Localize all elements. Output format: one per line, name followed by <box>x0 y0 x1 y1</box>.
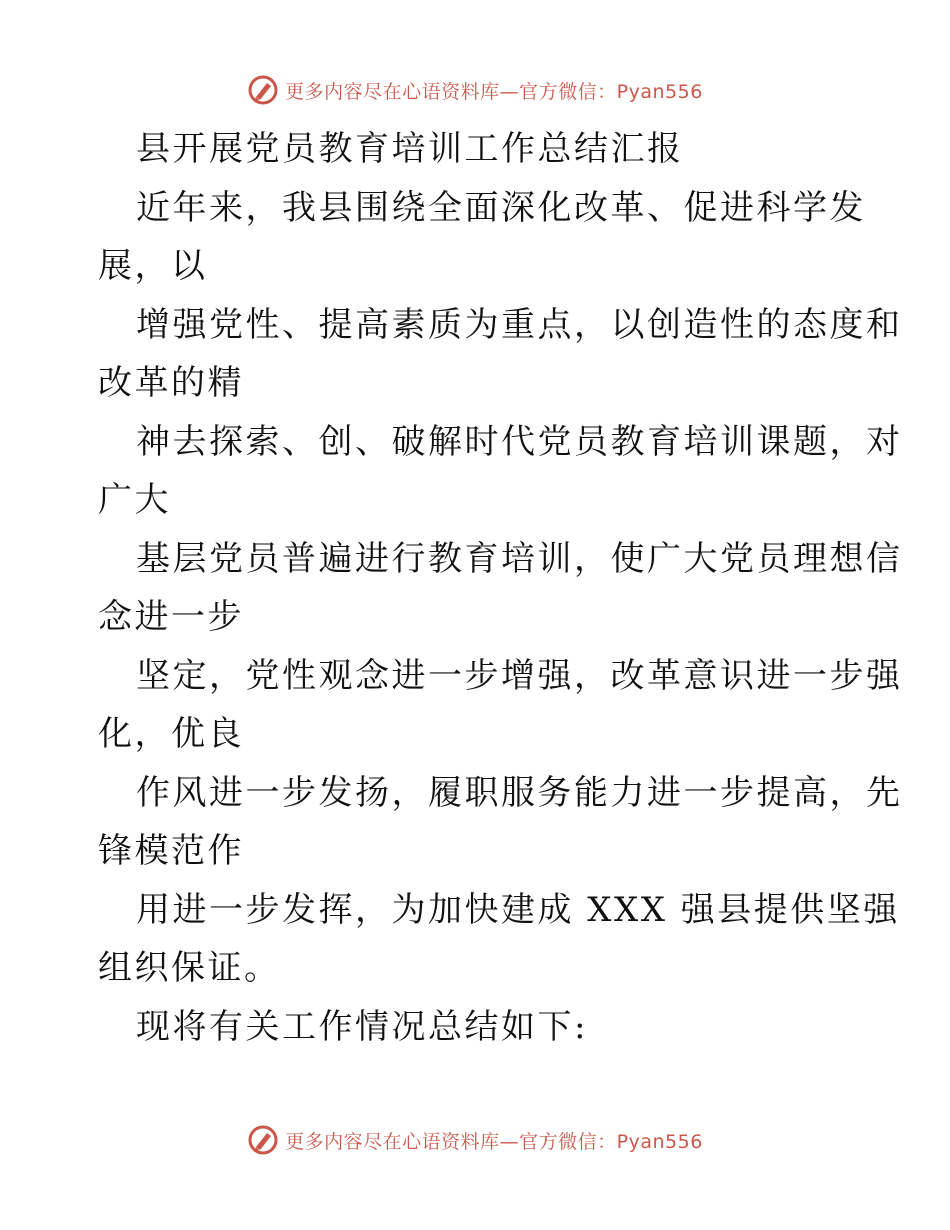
paragraph-line: 近年来，我县围绕全面深化改革、促进科学发 <box>136 187 866 228</box>
paragraph-line: 化，优良 <box>98 714 244 754</box>
paragraph-line: 展，以 <box>98 246 208 286</box>
paragraph-line: 神去探索、创、破解时代党员教育培训课题，对 <box>136 421 903 462</box>
paragraph-line: 广大 <box>98 480 171 520</box>
document-title: 县开展党员教育培训工作总结汇报 <box>136 129 684 169</box>
header-watermark <box>0 72 950 108</box>
paragraph-line: 组织保证。 <box>98 948 281 988</box>
document-body <box>98 120 903 1056</box>
pen-logo-icon <box>247 74 279 106</box>
paragraph-line: 现将有关工作情况总结如下: <box>136 1006 588 1047</box>
watermark-text: 更多内容尽在心语资料库—官方微信：Pyan556 <box>285 80 703 103</box>
paragraph-line: 坚定，党性观念进一步增强，改革意识进一步强 <box>136 655 903 696</box>
paragraph-line: 增强党性、提高素质为重点，以创造性的态度和 <box>136 304 903 345</box>
paragraph-line: 基层党员普遍进行教育培训，使广大党员理想信 <box>136 538 903 579</box>
paragraph-line: 改革的精 <box>98 363 244 403</box>
footer-watermark <box>0 1122 950 1158</box>
watermark-text: 更多内容尽在心语资料库—官方微信：Pyan556 <box>285 1130 703 1153</box>
paragraph-line: 念进一步 <box>98 597 244 637</box>
paragraph-line: 用进一步发挥，为加快建成 XXX 强县提供坚强 <box>136 889 900 930</box>
pen-logo-icon <box>247 1124 279 1156</box>
paragraph-line: 锋模范作 <box>98 831 244 871</box>
paragraph-line: 作风进一步发扬，履职服务能力进一步提高，先 <box>136 772 903 813</box>
